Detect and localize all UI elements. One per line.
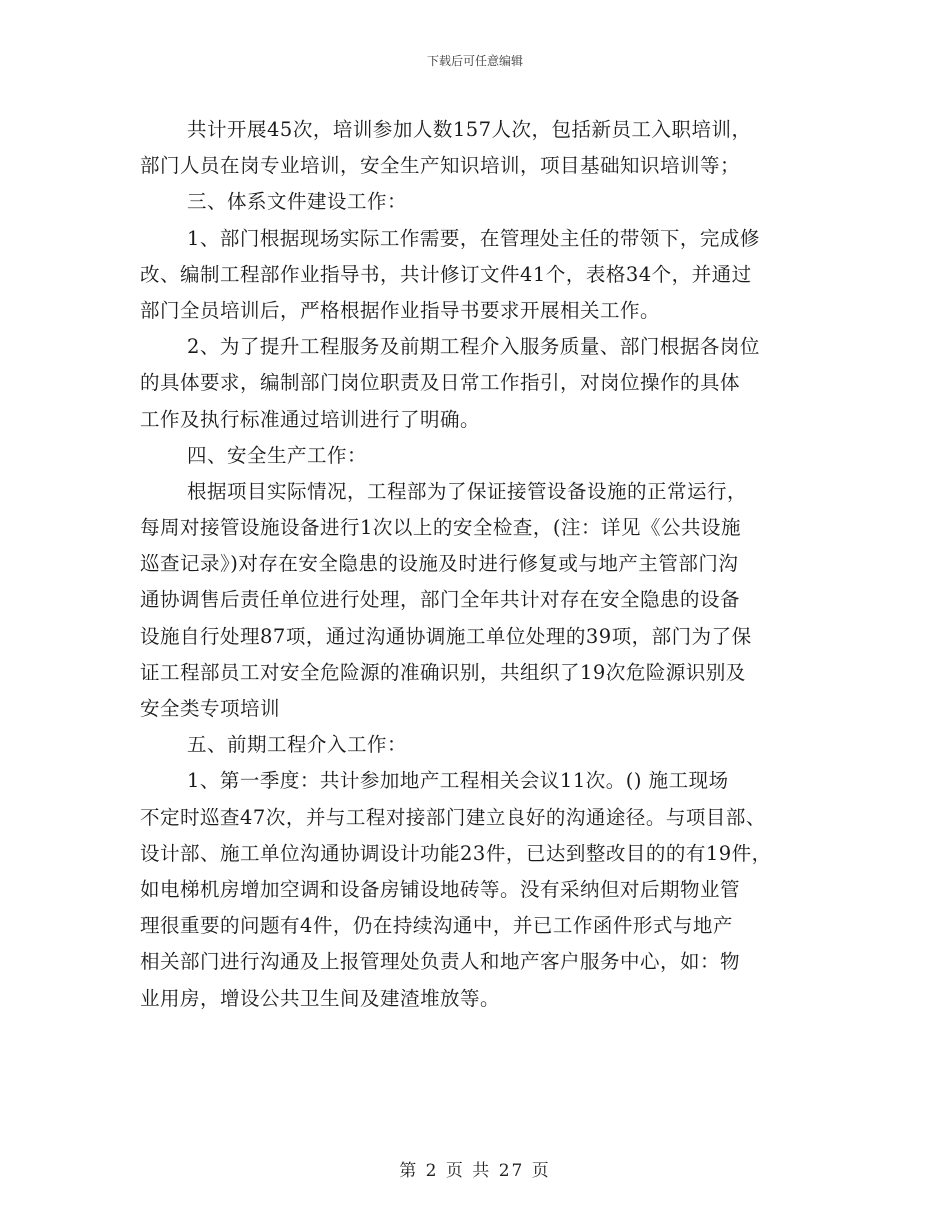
paragraph-line: 安全类专项培训 [140,697,281,720]
paragraph-line: 不定时巡查47次，并与工程对接部门建立良好的沟通途径。与项目部、 [140,805,766,829]
paragraph-line: 如电梯机房增加空调和设备房铺设地砖等。没有采纳但对后期物业管 [140,877,741,901]
paragraph-line: 巡查记录》)对存在安全隐患的设施及时进行修复或与地产主管部门沟 [140,552,739,576]
paragraph-line: 部门人员在岗专业培训，安全生产知识培训，项目基础知识培训等； [140,154,741,178]
paragraph-line: 的具体要求，编制部门岗位职责及日常工作指引，对岗位操作的具体 [140,371,741,395]
paragraph-line: 1、第一季度：共计参加地产工程相关会议11次。() 施工现场 [187,769,729,793]
paragraph-line: 设计部、施工单位沟通协调设计功能23件，已达到整改目的的有19件， [140,841,772,865]
section-heading: 四、安全生产工作： [187,443,368,467]
paragraph-line: 共计开展45次，培训参加人数157人次，包括新员工入职培训， [187,118,752,141]
paragraph-line: 工作及执行标准通过培训进行了明确。 [140,407,481,431]
paragraph-line: 每周对接管设施设备进行1次以上的安全检查，(注：详见《公共设施 [140,516,742,540]
paragraph-line: 通协调售后责任单位进行处理，部门全年共计对存在安全隐患的设备 [140,588,741,612]
paragraph-line: 2、为了提升工程服务及前期工程介入服务质量、部门根据各岗位 [187,335,760,359]
document-body [140,112,830,1017]
paragraph-line: 理很重要的问题有4件，仍在持续沟通中，并已工作函件形式与地产 [140,914,733,938]
paragraph-line: 设施自行处理87项，通过沟通协调施工单位处理的39项，部门为了保 [140,624,752,648]
section-heading: 三、体系文件建设工作： [187,190,408,214]
paragraph-line: 业用房，增设公共卫生间及建渣堆放等。 [140,986,501,1010]
paragraph-line: 改、编制工程部作业指导书，共计修订文件41个，表格34个，并通过 [140,262,752,286]
paragraph-line: 相关部门进行沟通及上报管理处负责人和地产客户服务中心，如：物 [140,950,741,974]
paragraph-line: 证工程部员工对安全危险源的准确识别，共组织了19次危险源识别及 [140,660,746,684]
section-heading: 五、前期工程介入工作： [187,733,408,757]
page-footer: 第 2 页 共 27 页 [399,1161,551,1181]
paragraph-line: 1、部门根据现场实际工作需要，在管理处主任的带领下，完成修 [187,226,760,250]
paragraph-line: 根据项目实际情况，工程部为了保证接管设备设施的正常运行， [187,479,748,503]
paragraph-line: 部门全员培训后，严格根据作业指导书要求开展相关工作。 [140,298,661,322]
page-header: 下载后可任意编辑 [426,54,523,68]
